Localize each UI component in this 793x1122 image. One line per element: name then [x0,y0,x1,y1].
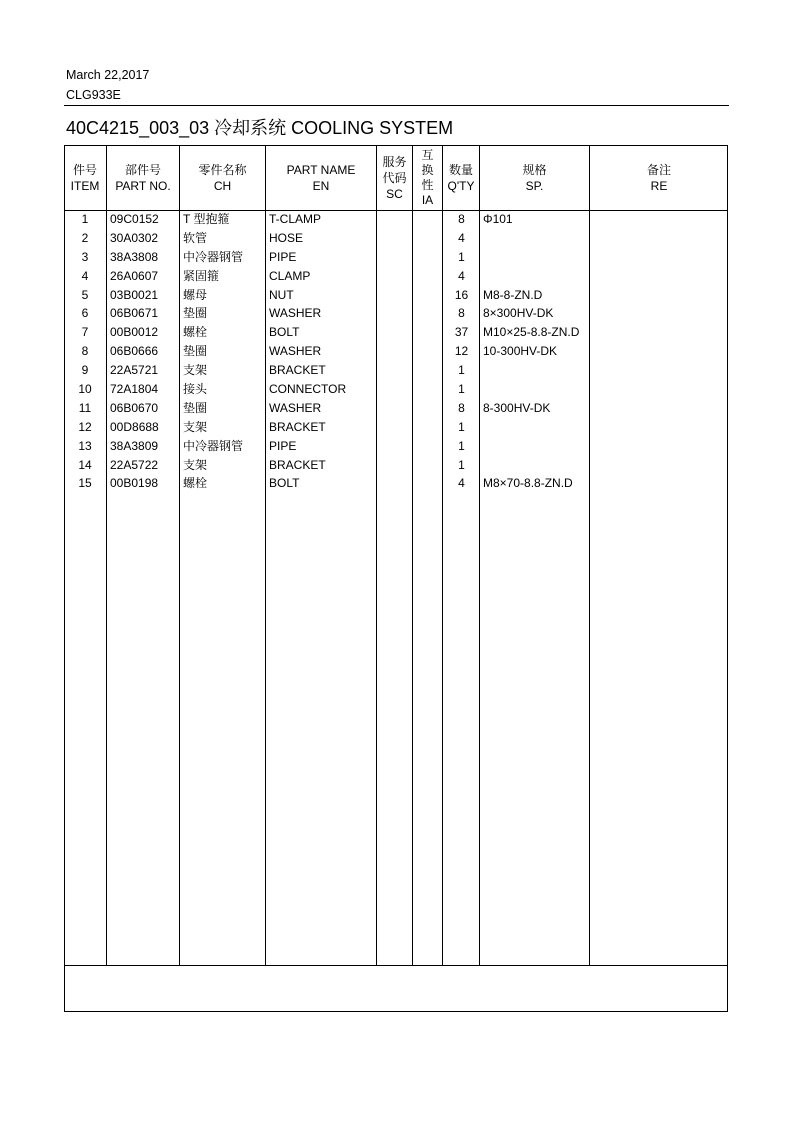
cell-item: 5 [81,287,89,302]
cell-name-en: T-CLAMP [269,212,322,226]
cell-name-en: BRACKET [269,419,326,434]
cell-spec: 10-300HV-DK [483,344,558,359]
cell-qty: 4 [458,268,465,283]
column-header-en: PART NAME EN [286,162,356,193]
cell-qty: 8 [458,306,465,321]
table-row [64,361,728,380]
cell-item: 13 [78,438,92,453]
column-header-part-no: 部件号 PART NO. [115,162,171,193]
cell-part-no: 30A0302 [110,230,159,245]
cell-name-en: PIPE [269,438,297,453]
cell-qty: 4 [458,230,465,245]
page-title: 40C4215_003_03 冷却系统 COOLING SYSTEM [66,118,454,138]
cell-name-en: PIPE [269,249,297,264]
cell-name-ch: 支架 [183,419,208,434]
cell-item: 2 [81,230,89,245]
cell-part-no: 09C0152 [110,212,159,226]
cell-part-no: 00D8688 [110,419,159,434]
column-header-ia: 互 换 性 IA [421,147,434,207]
header-divider [64,105,729,106]
cell-qty: 1 [458,249,465,264]
footer-row-divider [64,965,728,966]
cell-qty: 12 [454,344,469,359]
cell-spec: Φ101 [483,212,513,226]
table-row [64,286,728,305]
cell-name-ch: 螺母 [183,287,208,302]
cell-name-en: CONNECTOR [269,382,347,397]
table-row [64,437,728,456]
column-header-sc: 服务 代码 SC [382,154,407,201]
table-row [64,210,728,229]
cell-name-en: WASHER [269,400,322,415]
cell-qty: 37 [454,325,469,340]
column-header-ch: 零件名称 CH [198,162,247,193]
cell-name-ch: 软管 [183,230,208,245]
table-row [64,267,728,286]
table-row [64,456,728,475]
cell-spec: M8-8-ZN.D [483,287,543,302]
cell-spec: M10×25-8.8-ZN.D [483,325,580,340]
cell-part-no: 22A5722 [110,457,159,472]
cell-part-no: 38A3808 [110,249,159,264]
cell-part-no: 06B0670 [110,400,159,415]
cell-name-en: BRACKET [269,363,326,378]
table-row [64,380,728,399]
column-header-sp: 规格 SP. [522,162,547,193]
cell-qty: 4 [458,476,465,491]
cell-part-no: 22A5721 [110,363,159,378]
cell-qty: 1 [458,457,465,472]
cell-name-ch: 紧固箍 [183,268,220,283]
cell-item: 7 [81,325,89,340]
cell-part-no: 38A3809 [110,438,159,453]
cell-name-ch: 垫圈 [183,400,208,415]
cell-part-no: 00B0198 [110,476,159,491]
cell-item: 10 [78,382,92,397]
cell-item: 6 [81,306,89,321]
table-row [64,229,728,248]
cell-name-en: WASHER [269,306,322,321]
cell-item: 14 [78,457,92,472]
column-header-qty: 数量 Q'TY [447,162,475,193]
cell-qty: 1 [458,419,465,434]
cell-part-no: 00B0012 [110,325,159,340]
cell-name-en: NUT [269,287,294,302]
cell-name-en: BOLT [269,325,300,340]
cell-name-ch: 接头 [183,382,208,397]
column-header-item: 件号 ITEM [70,162,100,193]
cell-part-no: 72A1804 [110,382,159,397]
table-row [64,474,728,493]
cell-name-ch: 螺栓 [183,325,208,340]
table-row [64,418,728,437]
cell-spec: 8-300HV-DK [483,400,551,415]
cell-name-ch: 垫圈 [183,306,208,321]
cell-qty: 1 [458,438,465,453]
table-row [64,323,728,342]
cell-name-en: BOLT [269,476,300,491]
cell-qty: 1 [458,363,465,378]
cell-name-ch: 中冷器钢管 [183,438,244,453]
document-model: CLG933E [66,88,121,102]
document-date: March 22,2017 [66,68,150,82]
cell-qty: 1 [458,382,465,397]
cell-spec: 8×300HV-DK [483,306,554,321]
cell-item: 1 [81,212,89,226]
cell-item: 15 [78,476,92,491]
cell-item: 9 [81,363,89,378]
cell-item: 4 [81,268,89,283]
cell-name-ch: T 型抱箍 [183,212,230,226]
table-row [64,304,728,323]
cell-item: 12 [78,419,92,434]
cell-name-en: CLAMP [269,268,311,283]
cell-name-en: WASHER [269,344,322,359]
cell-name-ch: 中冷器钢管 [183,249,244,264]
cell-name-ch: 支架 [183,363,208,378]
cell-part-no: 06B0671 [110,306,159,321]
cell-item: 3 [81,249,89,264]
table-body [64,210,728,493]
cell-name-ch: 螺栓 [183,476,208,491]
table-row [64,342,728,361]
cell-part-no: 03B0021 [110,287,159,302]
cell-qty: 8 [458,400,465,415]
column-header-re: 备注 RE [646,162,671,193]
table-row [64,399,728,418]
cell-spec: M8×70-8.8-ZN.D [483,476,573,491]
cell-part-no: 06B0666 [110,344,159,359]
cell-item: 8 [81,344,89,359]
cell-item: 11 [78,400,92,415]
cell-qty: 8 [458,212,465,226]
cell-name-ch: 垫圈 [183,344,208,359]
cell-name-en: BRACKET [269,457,326,472]
table-row [64,248,728,267]
cell-name-en: HOSE [269,230,304,245]
cell-part-no: 26A0607 [110,268,159,283]
cell-qty: 16 [454,287,469,302]
cell-name-ch: 支架 [183,457,208,472]
